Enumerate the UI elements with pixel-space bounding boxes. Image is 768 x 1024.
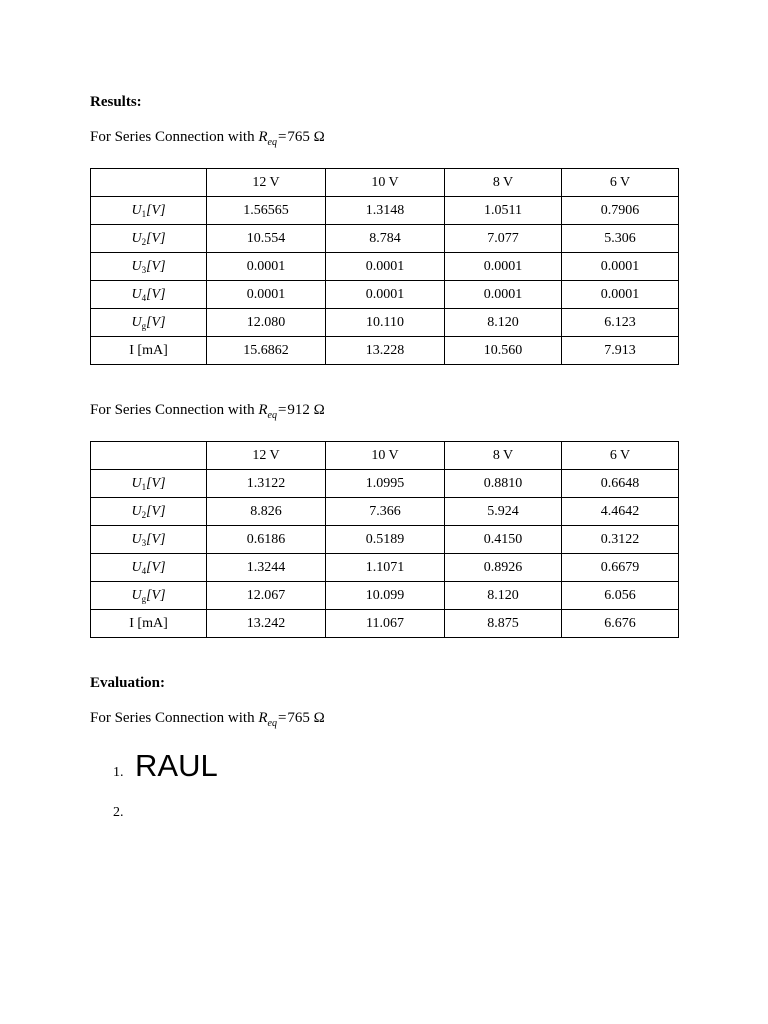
table-cell: 0.0001: [445, 253, 562, 281]
voltage-unit: [V]: [146, 503, 166, 519]
row-label: [91, 197, 207, 225]
table-cell: 0.0001: [326, 281, 445, 309]
table-cell: 1.0511: [445, 197, 562, 225]
voltage-unit: [V]: [146, 559, 166, 575]
table-cell: 13.242: [207, 610, 326, 638]
header-cell-empty: [91, 169, 207, 197]
evaluation-caption-765: [90, 710, 325, 727]
header-cell-empty: [91, 442, 207, 470]
table-cell: 0.0001: [562, 253, 679, 281]
table-row: [91, 498, 679, 526]
table-cell: 0.0001: [562, 281, 679, 309]
table-cell: 0.8810: [445, 470, 562, 498]
table-cell: 10.560: [445, 337, 562, 365]
req-equals: =: [277, 129, 287, 145]
voltage-subscript: 2: [141, 509, 147, 520]
item-number: 1.: [113, 765, 124, 780]
voltage-unit: [V]: [146, 475, 166, 491]
table-cell: 6.676: [562, 610, 679, 638]
table-cell: 8.826: [207, 498, 326, 526]
table-cell: 1.3244: [207, 554, 326, 582]
table-cell: 6.123: [562, 309, 679, 337]
table-cell: 8.784: [326, 225, 445, 253]
table-cell: 8.120: [445, 309, 562, 337]
row-label: [91, 225, 207, 253]
table-cell: 1.0995: [326, 470, 445, 498]
table-cell: 15.6862: [207, 337, 326, 365]
evaluation-heading: Evaluation:: [90, 675, 166, 691]
table-cell: 0.0001: [445, 281, 562, 309]
series-caption-912: [90, 402, 325, 419]
voltage-unit: [V]: [146, 314, 166, 330]
header-cell-voltage: 12 V: [207, 169, 326, 197]
voltage-subscript: 1: [141, 481, 147, 492]
row-label: [91, 253, 207, 281]
voltage-symbol: U: [131, 587, 142, 603]
voltage-symbol: U: [131, 314, 142, 330]
results-heading: Results:: [90, 94, 142, 110]
table-cell: 1.1071: [326, 554, 445, 582]
voltage-subscript: g: [141, 320, 147, 331]
row-label: [91, 470, 207, 498]
table-cell: 5.924: [445, 498, 562, 526]
voltage-symbol: U: [131, 531, 142, 547]
req-symbol: R: [258, 402, 268, 418]
table-cell: 12.067: [207, 582, 326, 610]
row-label: [91, 526, 207, 554]
voltage-subscript: 2: [141, 236, 147, 247]
req-equals: =: [277, 402, 287, 418]
req-value: 912: [287, 402, 310, 418]
header-cell-voltage: 12 V: [207, 442, 326, 470]
caption-text: For Series Connection with: [90, 710, 255, 726]
table-header-row: [91, 169, 679, 197]
voltage-symbol: U: [131, 230, 142, 246]
header-cell-voltage: 6 V: [562, 169, 679, 197]
table-cell: 0.4150: [445, 526, 562, 554]
table-cell: 11.067: [326, 610, 445, 638]
table-cell: 7.366: [326, 498, 445, 526]
table-cell: 0.6186: [207, 526, 326, 554]
voltage-symbol: U: [131, 559, 142, 575]
table-row: [91, 582, 679, 610]
header-cell-voltage: 10 V: [326, 169, 445, 197]
table-cell: 10.110: [326, 309, 445, 337]
voltage-subscript: 3: [141, 537, 147, 548]
table-cell: 0.6648: [562, 470, 679, 498]
table-row: [91, 309, 679, 337]
row-label: [91, 554, 207, 582]
row-label: I [mA]: [91, 337, 207, 365]
table-header-row: [91, 442, 679, 470]
table-row: [91, 197, 679, 225]
table-cell: 1.3148: [326, 197, 445, 225]
row-label: [91, 309, 207, 337]
req-symbol: R: [258, 129, 268, 145]
header-cell-voltage: 8 V: [445, 442, 562, 470]
req-subscript: eq: [267, 410, 277, 421]
table-cell: 0.0001: [326, 253, 445, 281]
table-cell: 5.306: [562, 225, 679, 253]
table-cell: 1.3122: [207, 470, 326, 498]
voltage-symbol: U: [131, 286, 142, 302]
row-label: I [mA]: [91, 610, 207, 638]
voltage-unit: [V]: [146, 286, 166, 302]
table-cell: 4.4642: [562, 498, 679, 526]
item-number: 2.: [113, 805, 124, 820]
table-cell: 0.5189: [326, 526, 445, 554]
table-cell: 0.6679: [562, 554, 679, 582]
table-cell: 7.077: [445, 225, 562, 253]
table-cell: 8.875: [445, 610, 562, 638]
table-row: [91, 470, 679, 498]
table-cell: 7.913: [562, 337, 679, 365]
table-row: [91, 526, 679, 554]
req-equals: =: [277, 710, 287, 726]
table-cell: 10.554: [207, 225, 326, 253]
req-subscript: eq: [267, 718, 277, 729]
caption-text: For Series Connection with: [90, 129, 255, 145]
table-cell: 0.0001: [207, 281, 326, 309]
table-row: [91, 554, 679, 582]
table-cell: 0.0001: [207, 253, 326, 281]
voltage-symbol: U: [131, 202, 142, 218]
table-cell: 13.228: [326, 337, 445, 365]
voltage-subscript: 1: [141, 208, 147, 219]
table-cell: 0.8926: [445, 554, 562, 582]
table-row: [91, 610, 679, 638]
row-label: [91, 498, 207, 526]
voltage-symbol: U: [131, 258, 142, 274]
header-cell-voltage: 6 V: [562, 442, 679, 470]
table-cell: 0.3122: [562, 526, 679, 554]
table-row: [91, 225, 679, 253]
voltage-symbol: U: [131, 475, 142, 491]
results-table-765: [90, 168, 679, 365]
table-cell: 10.099: [326, 582, 445, 610]
voltage-subscript: g: [141, 593, 147, 604]
header-cell-voltage: 8 V: [445, 169, 562, 197]
voltage-symbol: U: [131, 503, 142, 519]
table-row: [91, 337, 679, 365]
results-table-912: [90, 441, 679, 638]
table-cell: 1.56565: [207, 197, 326, 225]
req-value: 765: [287, 710, 310, 726]
req-unit: Ω: [313, 710, 325, 726]
voltage-subscript: 4: [141, 565, 147, 576]
row-label: [91, 281, 207, 309]
req-unit: Ω: [313, 402, 325, 418]
caption-text: For Series Connection with: [90, 402, 255, 418]
series-caption-765: [90, 129, 325, 146]
req-unit: Ω: [313, 129, 325, 145]
req-value: 765: [287, 129, 310, 145]
voltage-subscript: 4: [141, 292, 147, 303]
req-symbol: R: [258, 710, 268, 726]
item-text[interactable]: RAUL: [135, 748, 218, 783]
voltage-unit: [V]: [146, 202, 166, 218]
voltage-unit: [V]: [146, 587, 166, 603]
table-cell: 12.080: [207, 309, 326, 337]
table-row: [91, 281, 679, 309]
row-label: [91, 582, 207, 610]
table-row: [91, 253, 679, 281]
header-cell-voltage: 10 V: [326, 442, 445, 470]
table-cell: 0.7906: [562, 197, 679, 225]
req-subscript: eq: [267, 137, 277, 148]
table-cell: 8.120: [445, 582, 562, 610]
voltage-subscript: 3: [141, 264, 147, 275]
voltage-unit: [V]: [146, 230, 166, 246]
table-cell: 6.056: [562, 582, 679, 610]
voltage-unit: [V]: [146, 258, 166, 274]
voltage-unit: [V]: [146, 531, 166, 547]
